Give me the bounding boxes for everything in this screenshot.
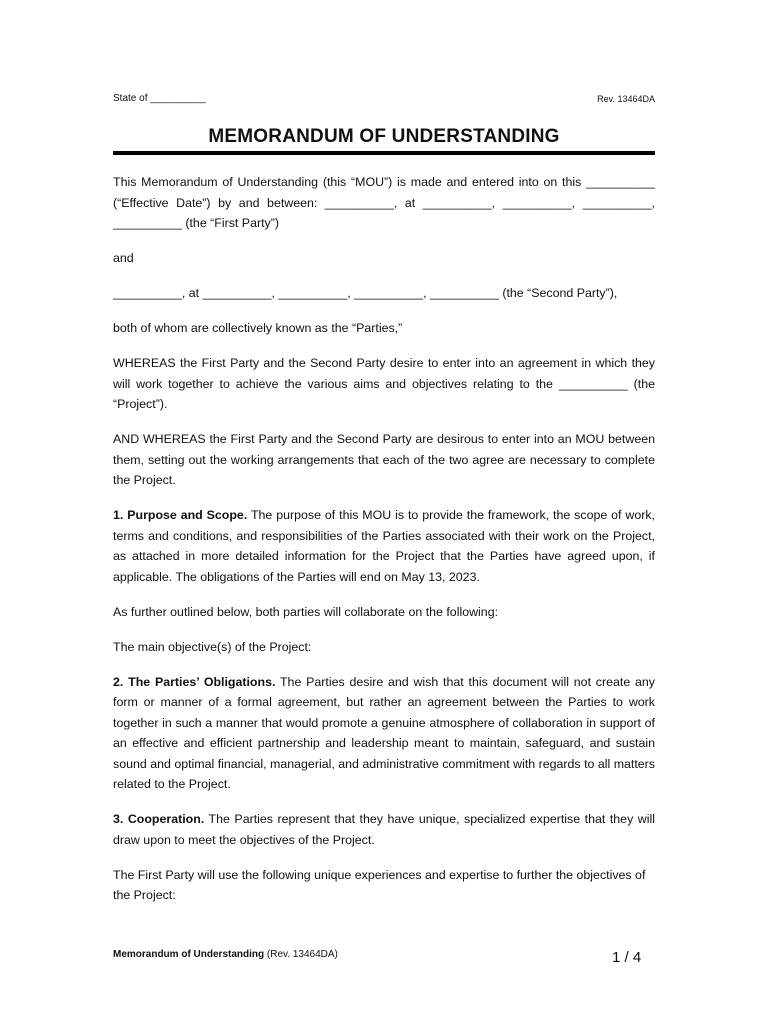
title-rule bbox=[113, 151, 655, 155]
purpose-scope-section bbox=[113, 505, 655, 587]
first-party-expertise-paragraph: The First Party will use the following unique experiences and expertise to further the objectives of the Project: bbox=[113, 867, 646, 902]
whereas-paragraph: WHEREAS the First Party and the Second Party desire to enter into an agreement in which they will work together to achieve the various aims and objectives relating to the __________ (the “Project”). bbox=[113, 356, 655, 411]
and-whereas-paragraph: AND WHEREAS the First Party and the Second Party are desirous to enter into an MOU between them, setting out the working arrangements that each of the two agree are necessary to complete the Project. bbox=[113, 432, 655, 487]
section-text: The Parties represent that they have unique, specialized expertise that they will draw upon to meet the objectives of the Project. bbox=[113, 812, 655, 847]
revision-label: Rev. 13464DA bbox=[597, 94, 655, 104]
section-text: The Parties desire and wish that this document will not create any form or manner of a formal agreement, but rather an agreement between the Parties to work together in such a manner that would promote a genuine atmosphere of collaboration in support of an effective and efficient partnership and leadership meant to maintain, safeguard, and sustain sound and optimal financial, managerial, and administrative commitment with regards to all matters related to the Project. bbox=[113, 674, 656, 791]
document-title: MEMORANDUM OF UNDERSTANDING bbox=[208, 126, 560, 147]
further-paragraph: As further outlined below, both parties will collaborate on the following: bbox=[113, 604, 499, 619]
footer-rev: (Rev. 13464DA) bbox=[264, 949, 338, 960]
document-body bbox=[113, 172, 655, 920]
footer-document-name bbox=[113, 949, 338, 960]
footer-title: Memorandum of Understanding bbox=[113, 949, 265, 960]
and-paragraph: and bbox=[113, 251, 134, 265]
state-field: State of __________ bbox=[113, 93, 206, 104]
section-heading: 2. The Parties’ Obligations. bbox=[113, 674, 276, 689]
cooperation-section bbox=[113, 809, 655, 850]
second-party-paragraph: __________, at __________, __________, __________, __________ (the “Second Party”), bbox=[113, 286, 618, 300]
objectives-paragraph: The main objective(s) of the Project: bbox=[113, 639, 312, 654]
collectively-paragraph: both of whom are collectively known as the “Parties,” bbox=[113, 321, 403, 335]
section-heading: 1. Purpose and Scope. bbox=[113, 508, 248, 522]
page-number: 1 / 4 bbox=[612, 949, 642, 966]
intro-paragraph: This Memorandum of Understanding (this “MOU”) is made and entered into on this __________ (“Effective Date”) by and between: __________, at __________, __________, __________, __________ (the “First Party”) bbox=[113, 175, 655, 230]
obligations-section bbox=[113, 672, 655, 795]
section-text: The purpose of this MOU is to provide the framework, the scope of work, terms and conditions, and responsibilities of the Parties associated with their work on the Project, as attached in more detailed information for the Project that the Parties have agreed upon, if applicable. The obligations of the Parties will end on May 13, 2023. bbox=[113, 508, 655, 584]
section-heading: 3. Cooperation. bbox=[113, 812, 205, 826]
